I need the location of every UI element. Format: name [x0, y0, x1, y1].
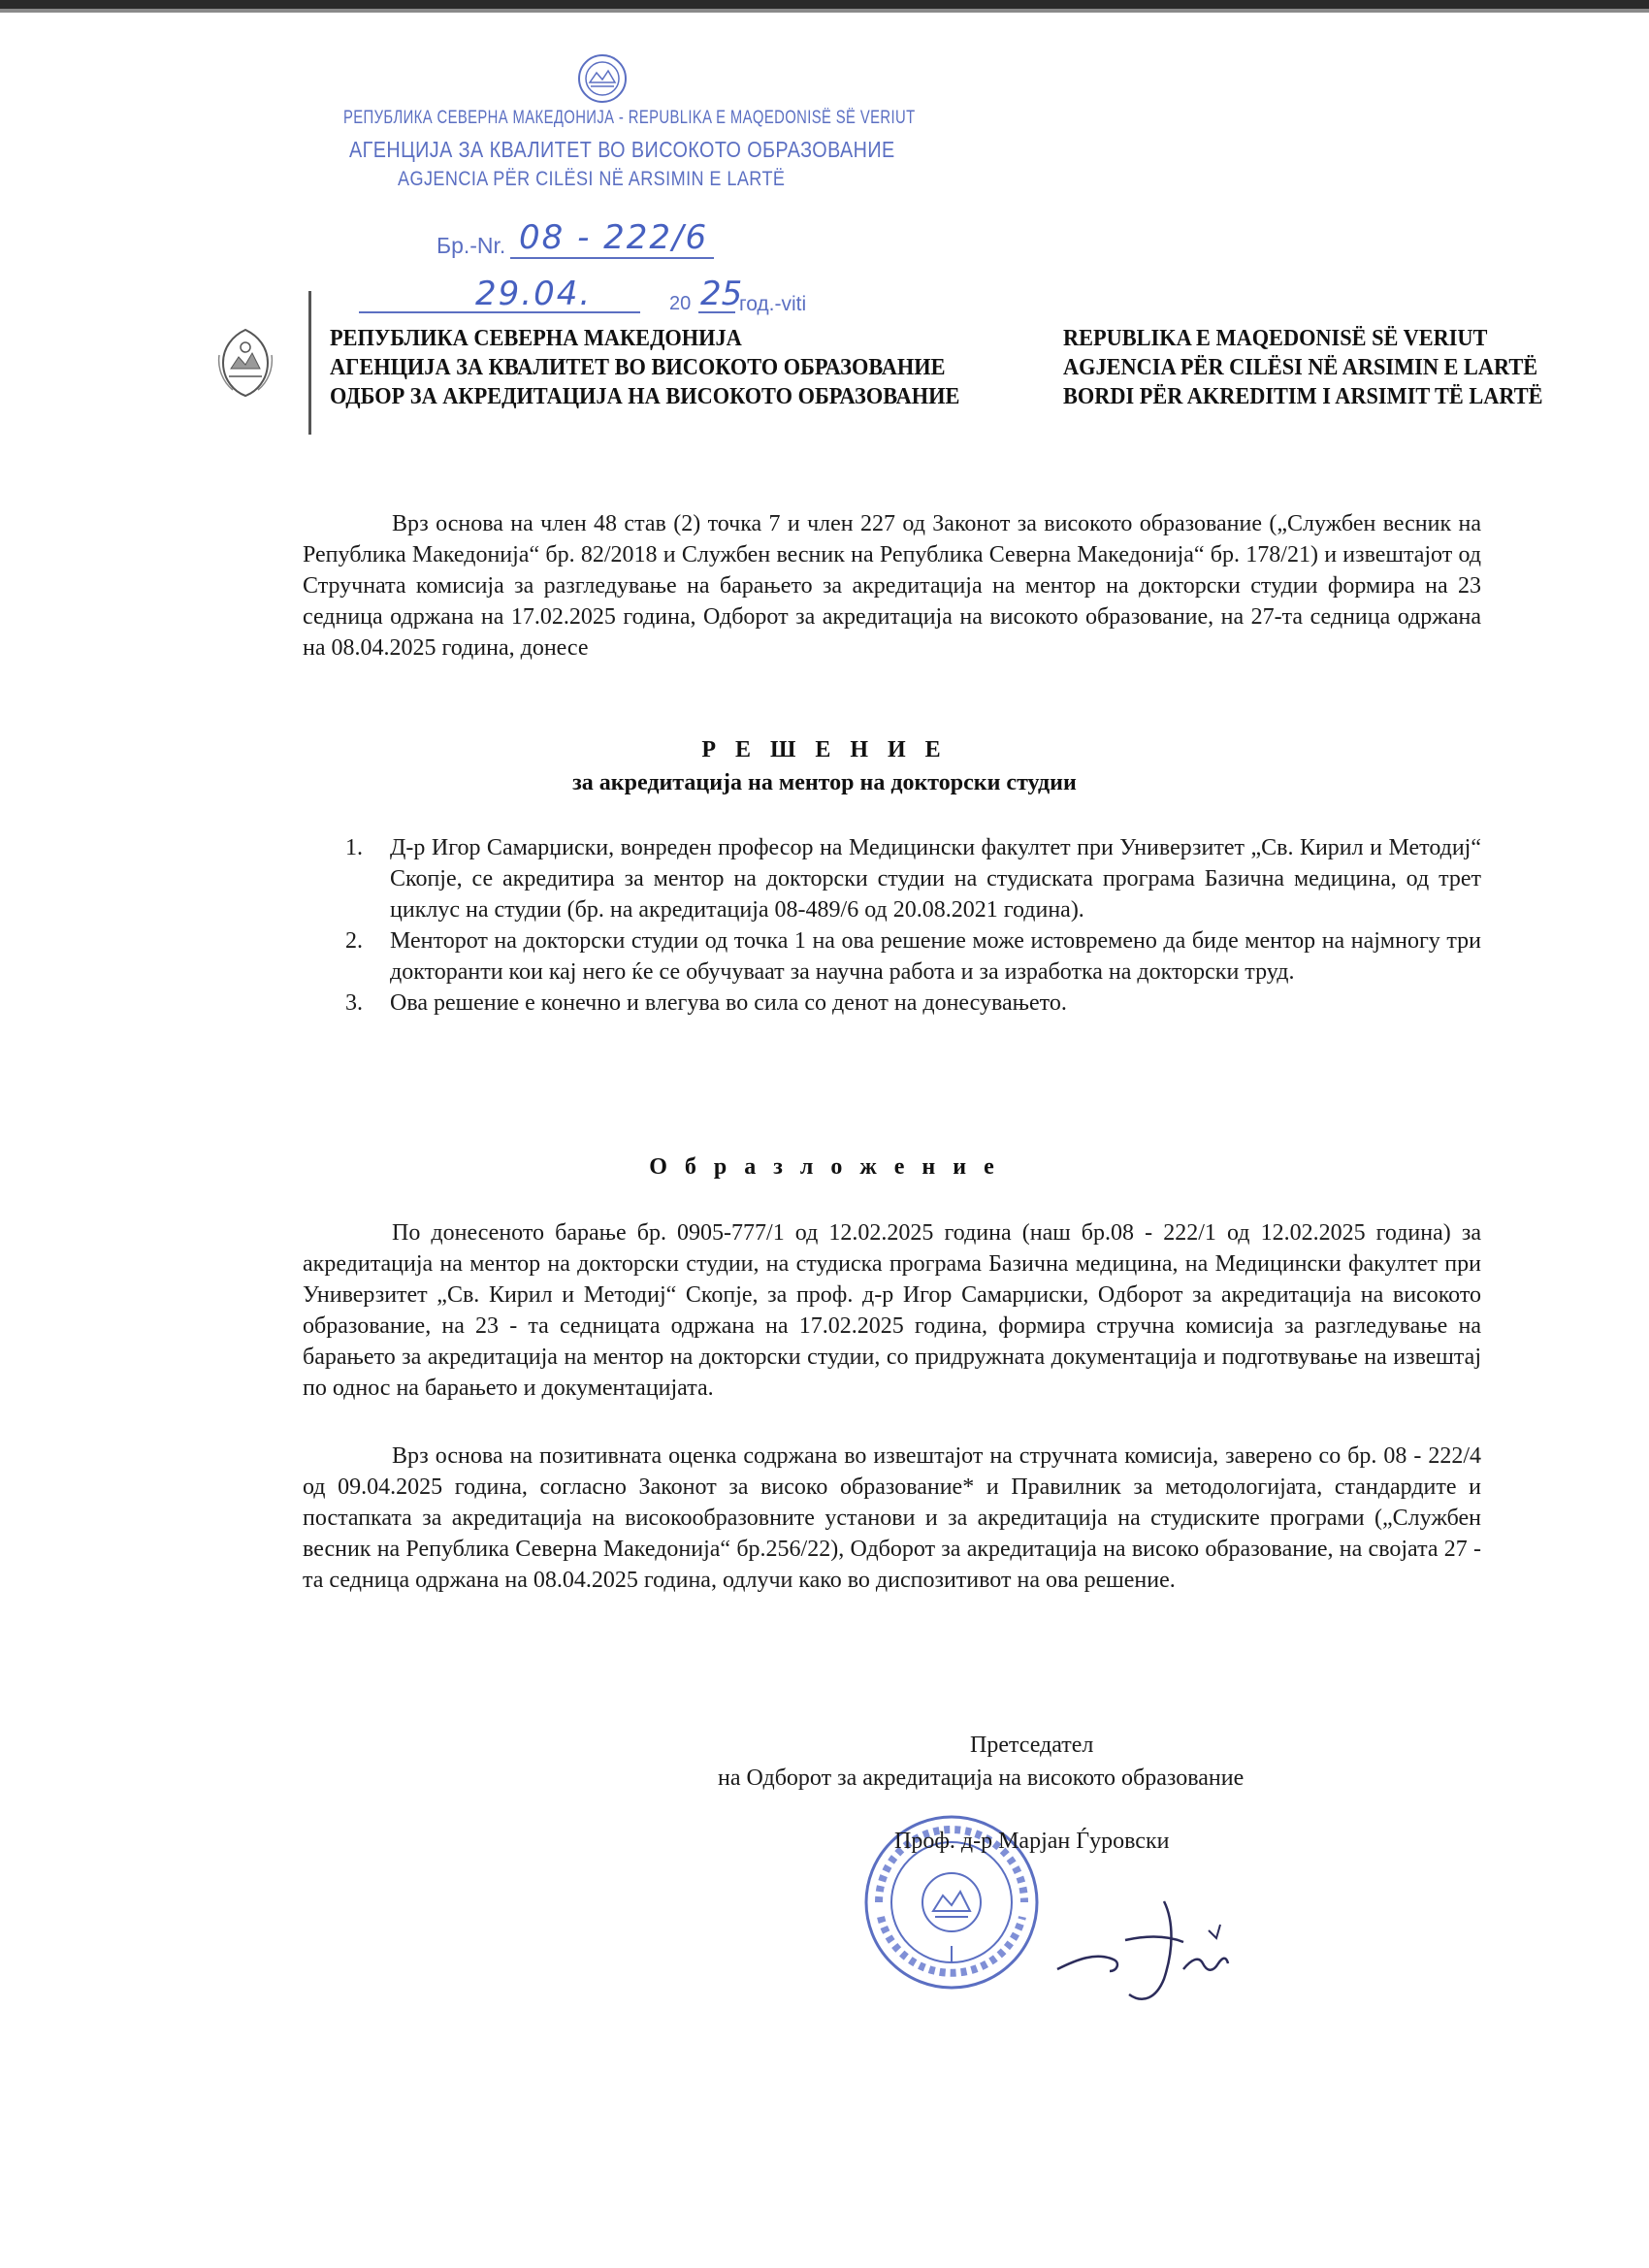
stamp-line-agency-al: AGJENCIA PËR CILËSI NË ARSIMIN E LARTË	[398, 168, 786, 190]
header-mk-agency: АГЕНЦИЈА ЗА КВАЛИТЕТ ВО ВИСОКОТО ОБРАЗОВАНИЕ	[330, 355, 946, 380]
registration-stamp	[320, 53, 916, 325]
header-al-agency: AGJENCIA PËR CILËSI NË ARSIMIN E LARTË	[1063, 355, 1538, 380]
header-al-country: REPUBLIKA E MAQEDONISË SË VERIUT	[1063, 326, 1488, 351]
list-item-number: 1.	[345, 835, 363, 860]
stamp-year-value: 25	[700, 275, 743, 313]
signatory-title: Претседател	[970, 1733, 1094, 1758]
stamp-number-value: 08 - 222/6	[519, 218, 709, 257]
list-item-text: Менторот на докторски студии од точка 1 на ова решение може истовремено да биде ментор на најмногу три докторанти кои кај него ќе се обучуваат за научна работа и за изработка на докторски труд.	[390, 928, 1481, 985]
stamp-line-agency-mk: АГЕНЦИЈА ЗА КВАЛИТЕТ ВО ВИСОКОТО ОБРАЗОВАНИЕ	[349, 137, 895, 162]
intro-paragraph: Врз основа на член 48 став (2) точка 7 и член 227 од Законот за високото образование („Службен весник на Република Македонија“ бр. 82/2018 и Службен весник на Република Северна Македонија“ бр. 178/21) и извештајот од Стручната комисија за разгледување на барањето за акредитација на ментор на докторски студии формира на 23 седница одржана на 17.02.2025 година, Одборот за акредитација на високото образование, на 27-та седница одржана на 08.04.2025 година, донесе	[303, 511, 1481, 661]
signatory-name: Проф. д-р Марјан Ѓуровски	[894, 1829, 1170, 1854]
handwritten-signature	[1028, 1863, 1242, 2018]
header-al-board: BORDI PËR AKREDITIM I ARSIMIT TË LARTË	[1063, 384, 1543, 409]
reasoning-paragraph-1: По донесеното барање бр. 0905-777/1 од 12.02.2025 година (наш бр.08 - 222/1 од 12.02.2025 година) за акредитација на ментор на докторски студии, на студиска програма Базична медицина, на Медицински факултет при Универзитет „Св. Кирил и Методиј“ Скопје, за проф. д-р Игор Самарџиски, Одборот за акредитација на високото образование, на 23 - та седницата одржана на 17.02.2025 година, формира стручна комисија за разгледување на барањето за акредитација на ментор на докторски студии, со придружната документација и подготвување на извештај по однос на барањето и документацијата.	[303, 1220, 1481, 1401]
list-item	[345, 925, 1481, 988]
header-divider	[308, 291, 311, 435]
list-item-text: Ова решение е конечно и влегува во сила со денот на донесувањето.	[390, 990, 1067, 1016]
stamp-year-prefix: 20	[669, 293, 692, 314]
scan-top-edge-shadow	[0, 9, 1649, 13]
header-mk-board: ОДБОР ЗА АКРЕДИТАЦИЈА НА ВИСОКОТО ОБРАЗОВАНИЕ	[330, 384, 960, 409]
stamp-number-underline	[510, 257, 714, 259]
list-item-number: 3.	[345, 990, 363, 1016]
reasoning-paragraph-2: Врз основа на позитивната оценка содржана во извештајот на стручната комисија, заверено со бр. 08 - 222/4 од 09.04.2025 година, согласно Законот за високо образование* и Правилник за методологијата, стандардите и постапката за акредитација на високообразовните установи и за акредитација на студиските програми („Службен весник на Република Северна Македонија“ бр.256/22), Одборот за акредитација на високо образование, на својата 27 - та седница одржана на 08.04.2025 година, одлучи како во диспозитивот на ова решение.	[303, 1443, 1481, 1593]
decision-title: Р Е Ш Е Н И Е	[701, 737, 948, 762]
list-item	[345, 832, 1481, 925]
decision-items	[345, 832, 1481, 1019]
decision-subtitle: за акредитација на ментор на докторски студии	[572, 770, 1077, 795]
coat-of-arms-icon	[215, 326, 275, 400]
list-item	[345, 988, 1481, 1019]
header-albanian	[1063, 324, 1579, 411]
stamp-date-value: 29.04.	[475, 275, 593, 313]
list-item-text: Д-р Игор Самарџиски, вонреден професор на Медицински факултет при Универзитет „Св. Кирил и Методиј“ Скопје, се акредитира за ментор на докторски студии на студиската програма Базична медицина, од трет циклус на студии (бр. на акредитација 08-489/6 од 20.08.2021 година).	[390, 835, 1481, 923]
signatory-body: на Одборот за акредитација на високото образование	[718, 1766, 1245, 1791]
reasoning-title: О б р а з л о ж е н и е	[649, 1154, 1000, 1180]
stamp-line-country: РЕПУБЛИКА СЕВЕРНА МАКЕДОНИЈА - REPUBLIKA E MAQEDONISË SË VERIUT	[343, 108, 916, 128]
header-macedonian	[330, 324, 1007, 411]
stamp-year-suffix: год.-viti	[739, 293, 807, 315]
agency-emblem-icon	[577, 53, 628, 104]
header-mk-country: РЕПУБЛИКА СЕВЕРНА МАКЕДОНИЈА	[330, 326, 742, 351]
scan-top-edge	[0, 0, 1649, 9]
list-item-number: 2.	[345, 928, 363, 954]
stamp-year-underline	[698, 311, 735, 313]
stamp-number-label: Бр.-Nr.	[436, 233, 506, 258]
